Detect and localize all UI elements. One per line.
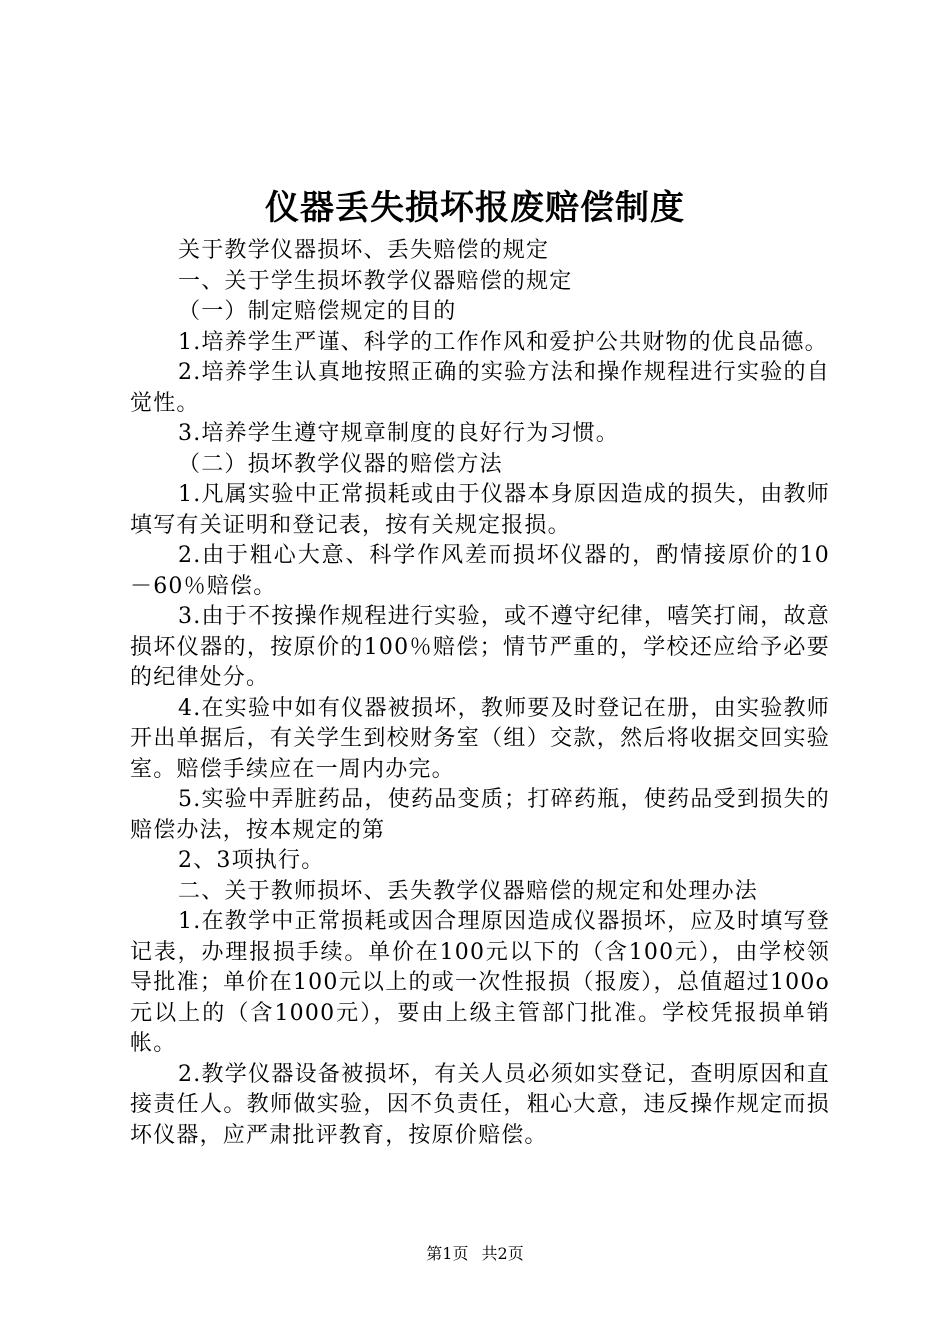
subsection-heading: （一）制定赔偿规定的目的 xyxy=(178,299,457,324)
list-item: 5.实验中弄脏药品，使药品变质；打碎药瓶，使药品受到损失的赔偿办法，按本规定的第 xyxy=(130,787,830,843)
list-item: 1.培养学生严谨、科学的工作作风和爱护公共财物的优良品德。 xyxy=(178,329,828,355)
list-item: 4.在实验中如有仪器被损坏，教师要及时登记在册，由实验教师开出单据后，有关学生到校财务室（组）交款，然后将收据交回实验室。赔偿手续应在一周内办完。 xyxy=(130,695,830,782)
list-item: 3.培养学生遵守规章制度的良好行为习惯。 xyxy=(178,421,619,446)
list-item: 2.由于粗心大意、科学作风差而损坏仪器的，酌情接原价的10－60％赔偿。 xyxy=(130,543,830,599)
page-number: 第1页 xyxy=(426,1244,469,1263)
paragraph: 关于教学仪器损坏、丢失赔偿的规定 xyxy=(178,238,550,263)
section-heading: 二、关于教师损坏、丢失教学仪器赔偿的规定和处理办法 xyxy=(178,878,759,904)
subsection-heading: （二）损坏教学仪器的赔偿方法 xyxy=(178,451,503,477)
page-footer xyxy=(0,1244,950,1264)
list-item: 3.由于不按操作规程进行实验，或不遵守纪律，嘻笑打闹，故意损坏仪器的，按原价的100％赔偿；情节严重的，学校还应给予必要的纪律处分。 xyxy=(130,604,830,690)
list-item: 2.教学仪器设备被损坏，有关人员必须如实登记，查明原因和直接责任人。教师做实验，因不负责任，粗心大意，违反操作规定而损坏仪器，应严肃批评教育，按原价赔偿。 xyxy=(130,1061,830,1148)
list-item: 1.凡属实验中正常损耗或由于仪器本身原因造成的损失，由教师填写有关证明和登记表，按有关规定报损。 xyxy=(130,482,830,538)
list-item: 2.培养学生认真地按照正确的实验方法和操作规程进行实验的自觉性。 xyxy=(130,360,830,416)
paragraph: 2、3项执行。 xyxy=(178,848,325,873)
document-body xyxy=(130,236,830,1151)
list-item: 1.在教学中正常损耗或因合理原因造成仪器损坏，应及时填写登记表，办理报损手续。单价在100元以下的（含100元），由学校领导批准；单价在100元以上的或一次性报损（报废），总值超过100o元以上的（含1000元），要由上级主管部门批准。学校凭报损单销帐。 xyxy=(130,909,830,1056)
document-title: 仪器丢失损坏报废赔偿制度 xyxy=(265,188,685,228)
section-heading: 一、关于学生损坏教学仪器赔偿的规定 xyxy=(178,268,573,294)
page-count: 共2页 xyxy=(481,1244,524,1263)
